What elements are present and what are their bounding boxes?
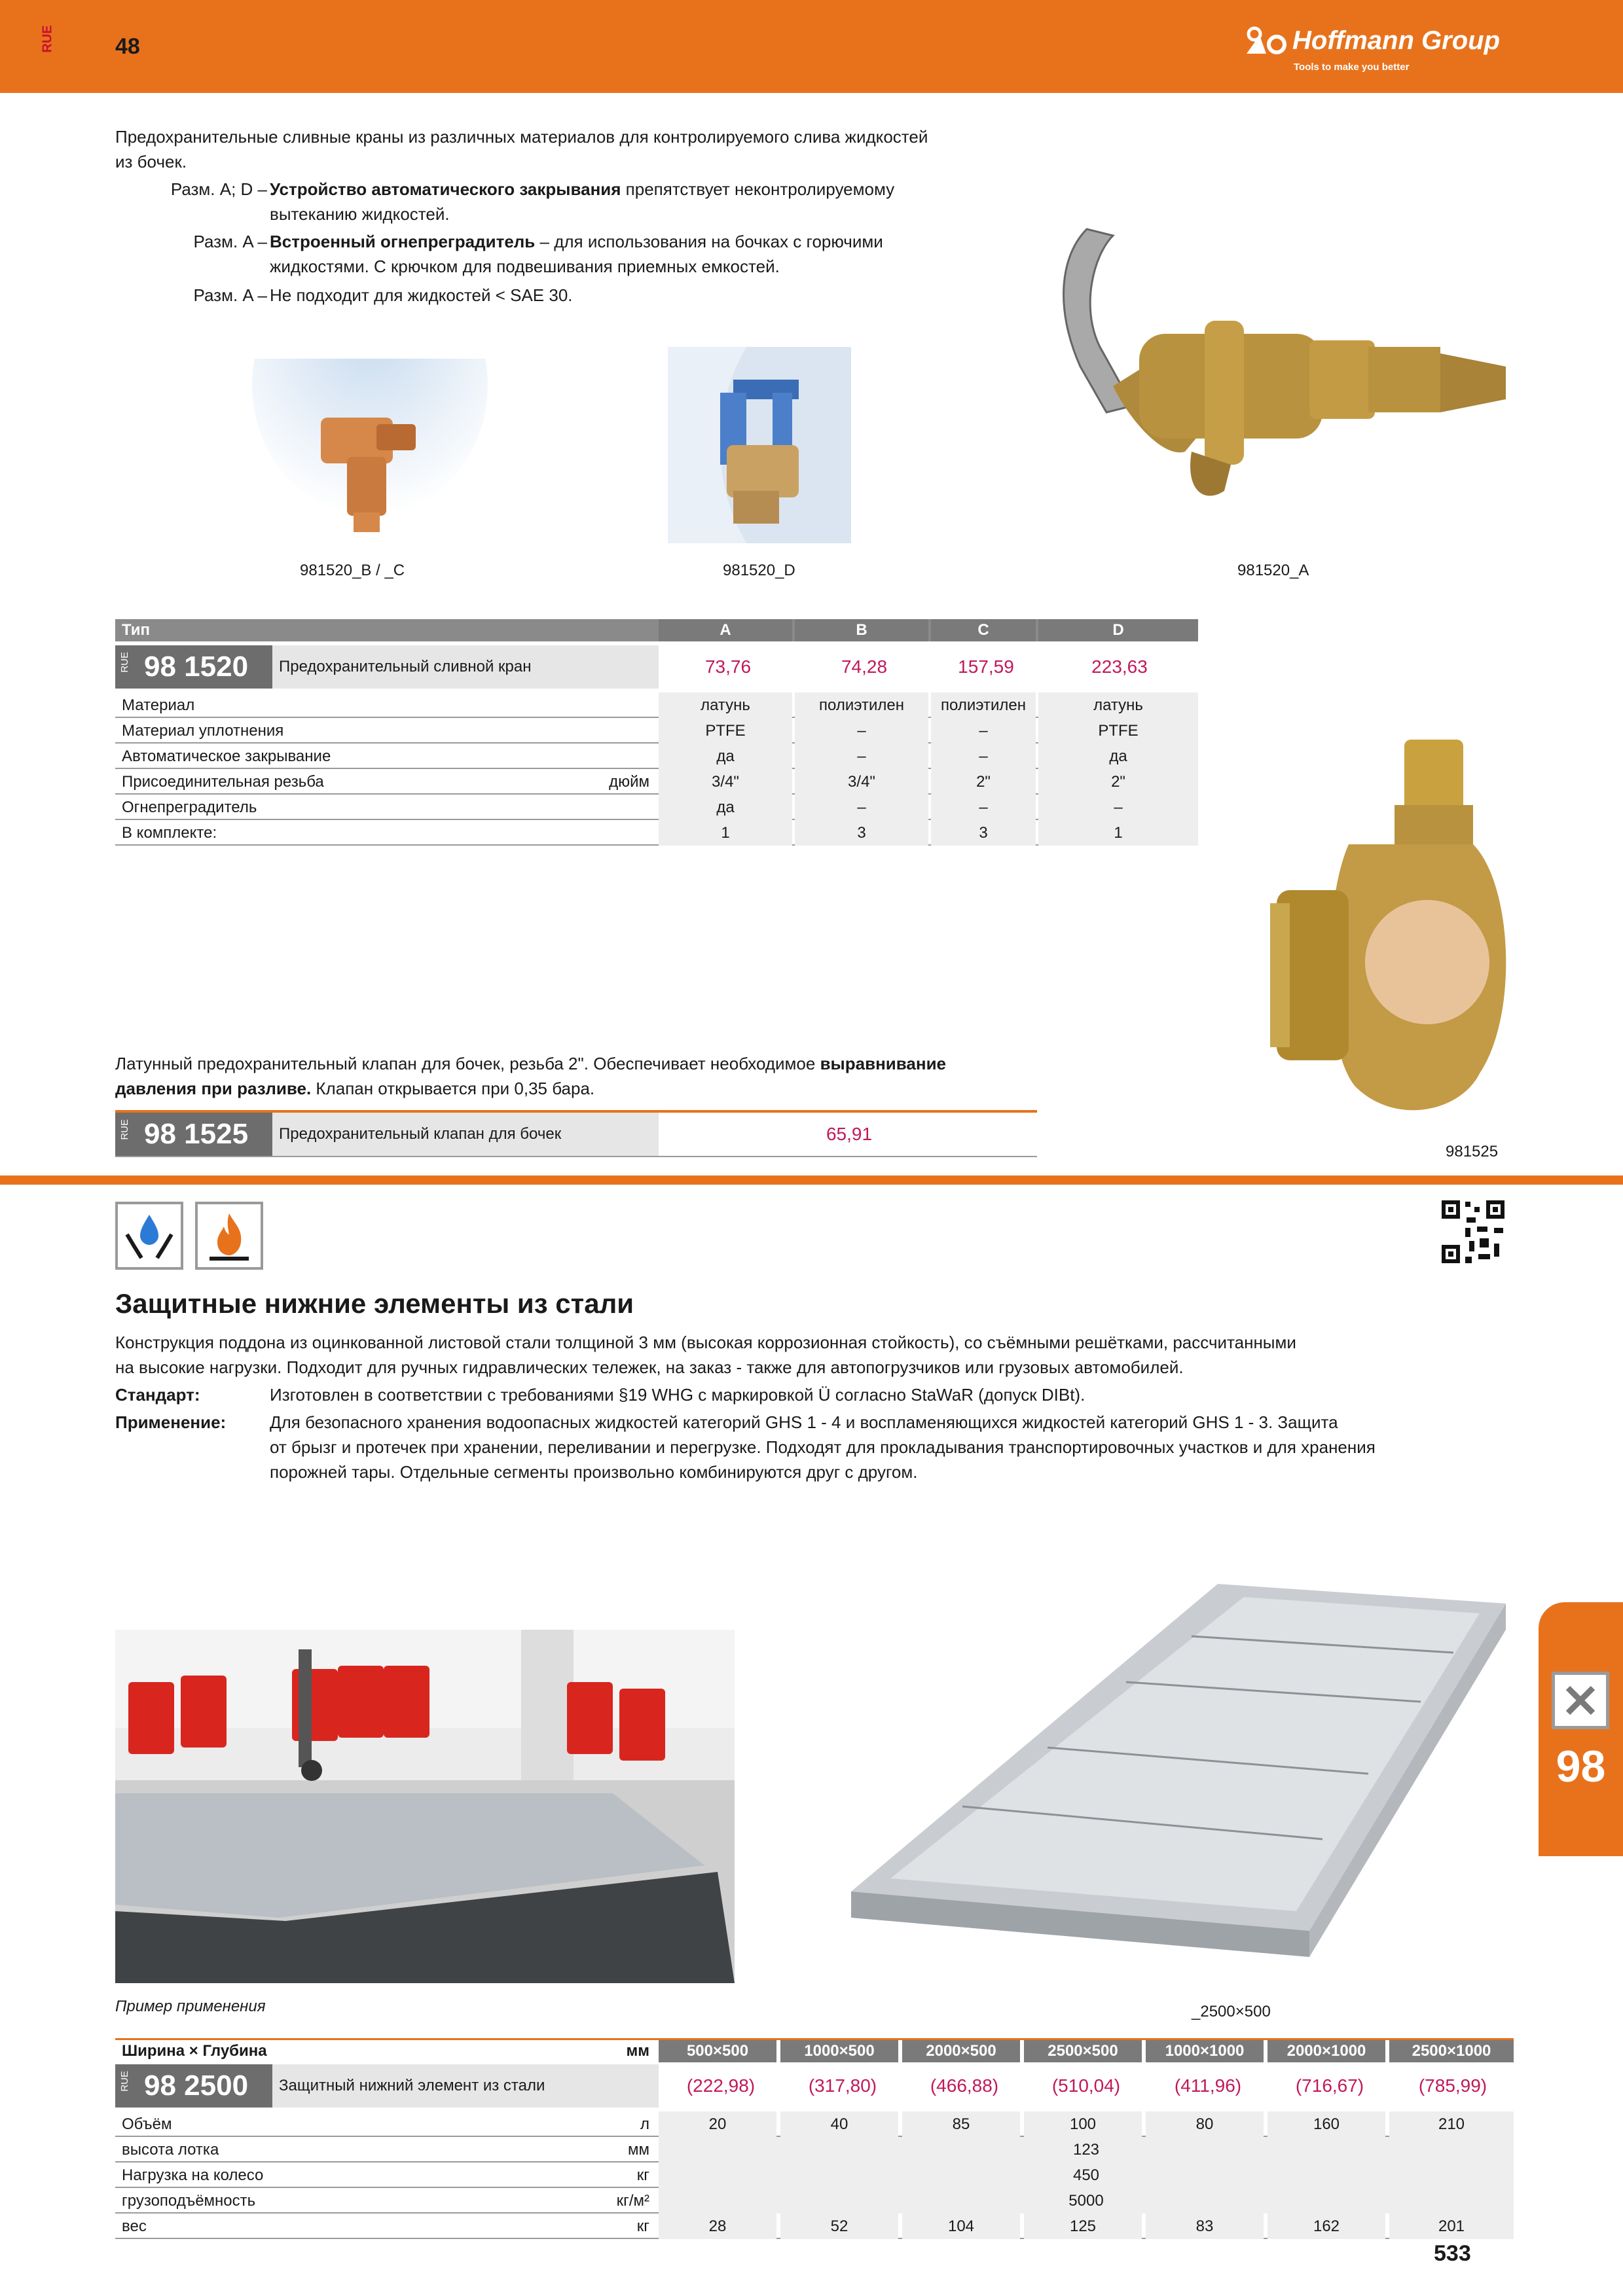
table-row bbox=[115, 718, 1198, 744]
price: 157,59 bbox=[931, 645, 1038, 689]
valve-text-line bbox=[115, 1076, 594, 1101]
section-divider bbox=[0, 1175, 1623, 1185]
application-photo bbox=[115, 1630, 735, 1983]
note-text bbox=[270, 229, 883, 254]
flammable-hazard-icon bbox=[195, 1202, 263, 1270]
price: 74,28 bbox=[795, 645, 931, 689]
intro-line: Предохранительные сливные краны из различных материалов для контролируемого слива жидкостей bbox=[115, 127, 928, 147]
table-981520 bbox=[115, 619, 1198, 848]
article-description: Предохранительный сливной кран bbox=[279, 658, 532, 675]
article-tag bbox=[115, 645, 272, 689]
usage-line: Для безопасного хранения водоопасных жидкостей категорий GHS 1 - 4 и воспламеняющихся жидкостей категорий GHS 1 - 3. Защита bbox=[270, 1412, 1338, 1432]
cell: 210 bbox=[1389, 2111, 1514, 2137]
note-cont: жидкостями. С крючком для подвешивания приемных емкостей. bbox=[270, 257, 780, 276]
chapter-number: 98 bbox=[1556, 1742, 1606, 1791]
table-row bbox=[115, 2162, 1514, 2188]
cell: 85 bbox=[902, 2111, 1020, 2137]
table-row bbox=[115, 2214, 1514, 2239]
cell: 160 bbox=[1267, 2111, 1385, 2137]
note-prefix: Разм. A; D – bbox=[170, 179, 267, 199]
image-caption: 981520_B / _C bbox=[300, 562, 405, 579]
product-image-981520-d bbox=[668, 347, 851, 543]
image-caption: 981525 bbox=[1446, 1143, 1499, 1160]
cell: да bbox=[659, 744, 792, 769]
cell: 3/4" bbox=[659, 769, 792, 795]
standard-label: Стандарт: bbox=[115, 1385, 200, 1405]
cell: PTFE bbox=[1038, 718, 1198, 744]
chapter-icon bbox=[1552, 1672, 1609, 1729]
table-row bbox=[115, 2188, 1514, 2214]
column-header: 2000×1000 bbox=[1267, 2040, 1385, 2062]
column-header: B bbox=[795, 619, 928, 641]
cell: PTFE bbox=[659, 718, 792, 744]
row-unit: кг bbox=[636, 2166, 649, 2184]
cell: – bbox=[795, 744, 928, 769]
cell-span: 123 bbox=[659, 2137, 1514, 2162]
price: (510,04) bbox=[1024, 2064, 1146, 2108]
valve-text-plain: Латунный предохранительный клапан для бочек, резьба 2". Обеспечивает необходимое bbox=[115, 1054, 820, 1073]
standard-text: Изготовлен в соответствии с требованиями §19 WHG с маркировкой Ü согласно StaWaR (допуск DIBt). bbox=[270, 1385, 1085, 1405]
cell-span: 5000 bbox=[659, 2188, 1514, 2214]
image-caption: 981520_A bbox=[1237, 562, 1309, 579]
row-unit: мм bbox=[628, 2141, 649, 2159]
note-text: Не подходит для жидкостей < SAE 30. bbox=[270, 285, 573, 305]
note-text bbox=[270, 177, 894, 202]
column-header: 2500×1000 bbox=[1389, 2040, 1514, 2062]
price: (317,80) bbox=[780, 2064, 902, 2108]
product-image-981520-a bbox=[1034, 216, 1545, 556]
bottom-rule bbox=[115, 1156, 1037, 1157]
section-title: Защитные нижние элементы из стали bbox=[115, 1288, 634, 1319]
cell: латунь bbox=[1038, 692, 1198, 718]
note-prefix: Разм. A – bbox=[193, 232, 267, 251]
water-hazard-icon bbox=[115, 1202, 183, 1270]
row-label: высота лотка bbox=[122, 2141, 219, 2159]
product-image-981525 bbox=[1264, 733, 1539, 1139]
cell: – bbox=[1038, 795, 1198, 820]
article-side: RUE bbox=[119, 2071, 130, 2092]
cell-span: 450 bbox=[659, 2162, 1514, 2188]
cell: 28 bbox=[659, 2214, 776, 2239]
column-header: A bbox=[659, 619, 792, 641]
header-label: Тип bbox=[122, 621, 150, 639]
table-row bbox=[115, 769, 1198, 795]
row-unit: кг bbox=[636, 2217, 649, 2235]
page-number: 533 bbox=[1434, 2241, 1471, 2266]
article-description: Предохранительный клапан для бочек bbox=[279, 1125, 562, 1143]
article-tag bbox=[115, 2064, 272, 2108]
table-row bbox=[115, 820, 1198, 846]
product-image-982500 bbox=[851, 1584, 1506, 1990]
usage-label: Применение: bbox=[115, 1412, 227, 1432]
cell: латунь bbox=[659, 692, 792, 718]
cell: полиэтилен bbox=[795, 692, 928, 718]
column-header: 500×500 bbox=[659, 2040, 776, 2062]
header-unit: мм bbox=[626, 2042, 649, 2060]
cell: да bbox=[1038, 744, 1198, 769]
price: (466,88) bbox=[902, 2064, 1024, 2108]
qr-code-icon[interactable] bbox=[1439, 1198, 1507, 1266]
section-number: 48 bbox=[115, 34, 140, 59]
cell: 20 bbox=[659, 2111, 776, 2137]
price: (785,99) bbox=[1389, 2064, 1514, 2108]
desc-line: Конструкция поддона из оцинкованной листовой стали толщиной 3 мм (высокая коррозионная стойкость), со съёмными решётками, рассчитанными bbox=[115, 1333, 1296, 1352]
valve-text-plain: Клапан открывается при 0,35 бара. bbox=[311, 1079, 595, 1098]
price: 65,91 bbox=[659, 1113, 1037, 1156]
cell: 83 bbox=[1146, 2214, 1264, 2239]
row-label: Объём bbox=[122, 2115, 172, 2133]
valve-text-bold: выравнивание bbox=[820, 1054, 947, 1073]
valve-text-line bbox=[115, 1051, 946, 1076]
cell: 104 bbox=[902, 2214, 1020, 2239]
image-caption: 981520_D bbox=[723, 562, 795, 579]
hoffmann-logo[interactable] bbox=[1244, 24, 1506, 76]
table-header bbox=[115, 2038, 1514, 2060]
usage-line: порожней тары. Отдельные сегменты произвольно комбинируются друг с другом. bbox=[270, 1462, 918, 1482]
cell: 52 bbox=[780, 2214, 898, 2239]
column-header: 2000×500 bbox=[902, 2040, 1020, 2062]
table-row bbox=[115, 2137, 1514, 2162]
cell: полиэтилен bbox=[931, 692, 1036, 718]
product-image-981520-bc bbox=[249, 359, 491, 562]
price: (411,96) bbox=[1146, 2064, 1267, 2108]
cell: 3 bbox=[795, 820, 928, 846]
column-header: D bbox=[1038, 619, 1198, 641]
price: (222,98) bbox=[659, 2064, 780, 2108]
cell: 2" bbox=[1038, 769, 1198, 795]
column-header: C bbox=[931, 619, 1036, 641]
cell: 125 bbox=[1024, 2214, 1142, 2239]
column-header: 1000×1000 bbox=[1146, 2040, 1264, 2062]
column-header: 2500×500 bbox=[1024, 2040, 1142, 2062]
cell: 1 bbox=[1038, 820, 1198, 846]
row-label: Нагрузка на колесо bbox=[122, 2166, 264, 2184]
image-caption: Пример применения bbox=[115, 1998, 266, 2015]
cell: – bbox=[931, 744, 1036, 769]
article-number: 98 1520 bbox=[144, 651, 249, 683]
cell: 3 bbox=[931, 820, 1036, 846]
article-description: Защитный нижний элемент из стали bbox=[279, 2077, 545, 2094]
cell: – bbox=[931, 718, 1036, 744]
intro-line: из бочек. bbox=[115, 152, 187, 171]
table-header bbox=[115, 619, 1198, 641]
top-rule bbox=[115, 1110, 1037, 1113]
table-row bbox=[115, 795, 1198, 820]
logo-name: Hoffmann Group bbox=[1292, 26, 1501, 55]
cell: – bbox=[931, 795, 1036, 820]
row-label: Материал уплотнения bbox=[122, 722, 284, 740]
note-prefix: Разм. A – bbox=[193, 285, 267, 305]
image-caption: _2500×500 bbox=[1192, 2003, 1271, 2020]
language-code: RUE bbox=[40, 25, 55, 53]
column-header: 1000×500 bbox=[780, 2040, 898, 2062]
table-row bbox=[115, 744, 1198, 769]
row-label: Автоматическое закрывание bbox=[122, 747, 331, 765]
row-label: грузоподъёмность bbox=[122, 2192, 256, 2210]
table-981525 bbox=[115, 1113, 1037, 1162]
row-label: Присоединительная резьба bbox=[122, 773, 324, 791]
logo-mark-icon bbox=[1244, 26, 1290, 55]
article-number: 98 2500 bbox=[144, 2070, 249, 2102]
price: 223,63 bbox=[1038, 645, 1198, 689]
article-side: RUE bbox=[119, 1119, 130, 1140]
row-label: Огнепреградитель bbox=[122, 798, 257, 816]
cell: 201 bbox=[1389, 2214, 1514, 2239]
price: (716,67) bbox=[1267, 2064, 1389, 2108]
page-header bbox=[0, 0, 1623, 93]
row-label: вес bbox=[122, 2217, 147, 2235]
price: 73,76 bbox=[659, 645, 795, 689]
valve-text-bold: давления при разливе. bbox=[115, 1079, 312, 1098]
row-unit: кг/м² bbox=[616, 2192, 649, 2210]
usage-line: от брызг и протечек при хранении, переливании и перегрузке. Подходят для прокладывания транспортировочных участков и для хранения bbox=[270, 1437, 1376, 1457]
cell: – bbox=[795, 795, 928, 820]
cell: 162 bbox=[1267, 2214, 1385, 2239]
article-row[interactable] bbox=[115, 1113, 1037, 1156]
cell: 1 bbox=[659, 820, 792, 846]
note-bold: Устройство автоматического закрывания bbox=[270, 179, 621, 199]
note-rest: препятствует неконтролируемому bbox=[621, 179, 895, 199]
row-label: Материал bbox=[122, 696, 195, 714]
article-tag bbox=[115, 1113, 272, 1156]
row-unit: л bbox=[640, 2115, 649, 2133]
table-982500 bbox=[115, 2038, 1514, 2267]
table-row bbox=[115, 692, 1198, 718]
note-cont: вытеканию жидкостей. bbox=[270, 204, 450, 224]
chapter-tab[interactable] bbox=[1539, 1602, 1623, 1856]
table-row bbox=[115, 2111, 1514, 2137]
cell: да bbox=[659, 795, 792, 820]
note-rest: – для использования на бочках с горючими bbox=[535, 232, 883, 251]
cell: 100 bbox=[1024, 2111, 1142, 2137]
article-row[interactable] bbox=[115, 2064, 1514, 2108]
cell: – bbox=[795, 718, 928, 744]
row-label: В комплекте: bbox=[122, 824, 217, 842]
article-number: 98 1525 bbox=[144, 1118, 249, 1150]
header-label: Ширина × Глубина bbox=[122, 2042, 267, 2060]
row-unit: дюйм bbox=[609, 773, 649, 791]
cell: 2" bbox=[931, 769, 1036, 795]
close-icon bbox=[1555, 1675, 1606, 1726]
desc-line: на высокие нагрузки. Подходит для ручных гидравлических тележек, на заказ - также для автопогрузчиков или грузовых автомобилей. bbox=[115, 1357, 1184, 1377]
logo-tagline: Tools to make you better bbox=[1294, 62, 1410, 73]
note-bold: Встроенный огнепреградитель bbox=[270, 232, 536, 251]
cell: 40 bbox=[780, 2111, 898, 2137]
cell: 80 bbox=[1146, 2111, 1264, 2137]
article-side: RUE bbox=[119, 652, 130, 673]
cell: 3/4" bbox=[795, 769, 928, 795]
article-row[interactable] bbox=[115, 645, 1198, 689]
